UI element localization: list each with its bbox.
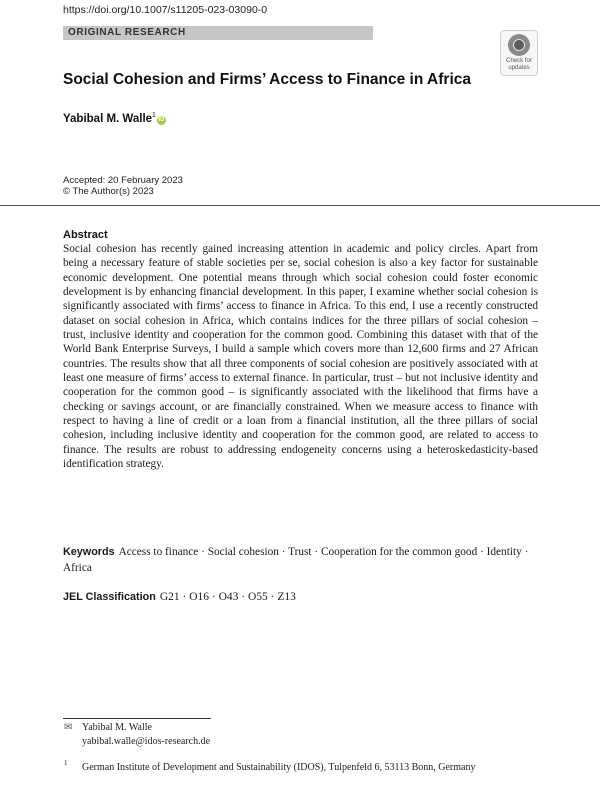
doi-link[interactable]: https://doi.org/10.1007/s11205-023-03090-0	[63, 4, 268, 16]
affiliation-text: German Institute of Development and Sustainability (IDOS), Tulpenfeld 6, 53113 Bonn, Germany	[82, 762, 476, 773]
contact-name: Yabibal M. Walle	[82, 722, 152, 733]
affiliation-number: 1	[64, 759, 68, 767]
keywords-text: Access to finance · Social cohesion · Trust · Cooperation for the common good · Identity · Africa	[63, 546, 529, 574]
abstract-heading: Abstract	[63, 229, 108, 241]
paper-title: Social Cohesion and Firms’ Access to Finance in Africa	[63, 71, 471, 88]
author-name[interactable]: Yabibal M. Walle	[63, 112, 153, 125]
header-divider	[0, 205, 600, 206]
keywords-section	[63, 544, 538, 576]
keywords-label: Keywords	[63, 546, 115, 558]
accepted-date: Accepted: 20 February 2023	[63, 175, 183, 186]
jel-section	[63, 591, 296, 603]
check-for-updates-badge[interactable]	[500, 30, 538, 76]
footnote-divider	[63, 718, 211, 719]
check-updates-line2: updates	[508, 65, 530, 71]
article-dates	[63, 175, 183, 197]
check-updates-icon	[508, 34, 530, 56]
jel-label: JEL Classification	[63, 591, 156, 603]
check-updates-line1: Check for	[506, 58, 532, 64]
copyright-notice: © The Author(s) 2023	[63, 186, 154, 197]
envelope-icon: ✉	[64, 722, 73, 733]
section-label: ORIGINAL RESEARCH	[68, 27, 186, 38]
contact-email[interactable]: yabibal.walle@idos-research.de	[82, 736, 211, 747]
author-affiliation-mark: 1	[152, 112, 156, 119]
abstract-text: Social cohesion has recently gained increasing attention in academic and policy circles. Apart from being a necessary feature of stable societies per se, social cohesion is also a key factor for sustainable economic development. One potential means through which social cohesion could foster economic development is by enhancing financial development. In this paper, I examine whether social cohesion is significantly associated with firms’ access to finance in Africa. To this end, I use a recently constructed dataset on social cohesion in Africa, which contains indices for the three pillars of social cohesion – trust, inclusive identity and cooperation for the common good. Combining this dataset with that of the World Bank Enterprise Surveys, I build a sample which covers more than 12,600 firms and 27 African countries. The results show that all three components of social cohesion are positively associated with at least one measure of firms’ access to external finance. In particular, trust – but not inclusive identity and cooperation for the common good – is significantly associated with the likelihood that firms have a checking or savings account, or are financially constrained. When we measure access to finance with respect to having a line of credit or a loan from a financial institution, all the three pillars of social cohesion, including inclusive identity and cooperation for the common good, are related to access to finance. The results are robust to addressing endogeneity concerns using a heteroskedasticity-based identification strategy.	[63, 243, 538, 471]
orcid-icon[interactable]: iD	[158, 116, 165, 123]
author-line	[63, 112, 166, 125]
jel-codes: G21 · O16 · O43 · O55 · Z13	[159, 591, 296, 603]
section-banner	[63, 26, 373, 40]
corresponding-author	[82, 721, 210, 749]
